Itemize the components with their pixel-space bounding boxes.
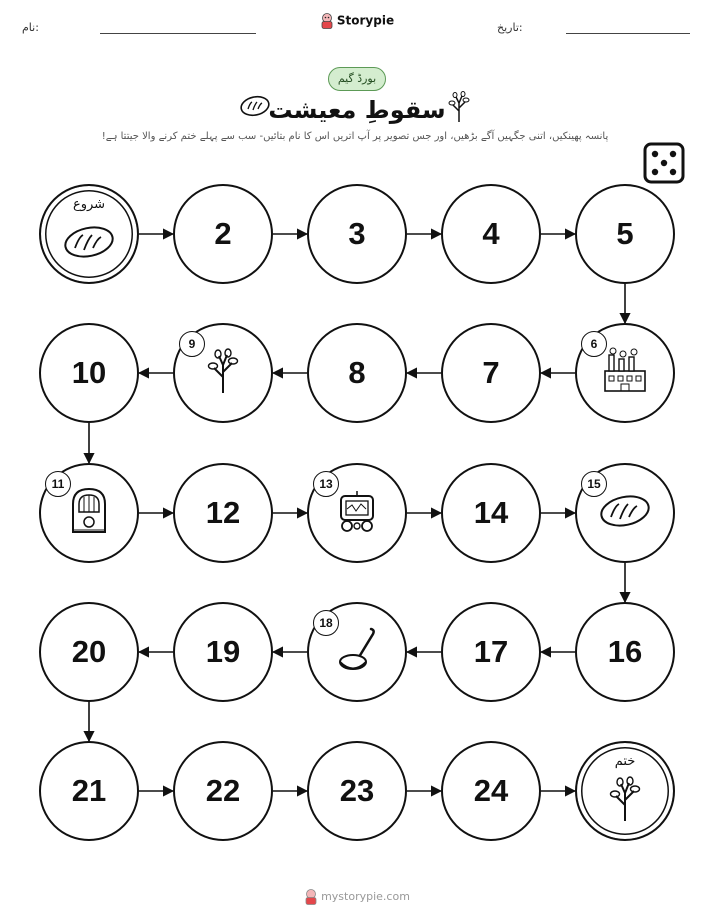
space-number: 12 xyxy=(205,495,241,530)
space-number: 19 xyxy=(205,634,241,669)
space-number: 6 xyxy=(581,331,607,357)
footer-url: mystorypie.com xyxy=(321,890,410,903)
board-space xyxy=(39,463,139,563)
bread-icon xyxy=(598,492,652,534)
board-space xyxy=(575,184,675,284)
space-number: 23 xyxy=(339,773,375,808)
ladle-icon xyxy=(335,625,379,679)
space-number: 7 xyxy=(482,355,500,390)
space-number: 17 xyxy=(473,634,509,669)
space-number: 15 xyxy=(581,471,607,497)
footer xyxy=(0,889,714,905)
space-number: 10 xyxy=(71,355,107,390)
board-space xyxy=(307,463,407,563)
brand-name: Storypie xyxy=(336,13,395,28)
start-label: شروع xyxy=(72,197,106,212)
board-space xyxy=(575,602,675,702)
board-space xyxy=(39,741,139,841)
board-space xyxy=(39,323,139,423)
space-number: 13 xyxy=(313,471,339,497)
factory-icon xyxy=(601,347,649,399)
board-game-badge: بورڈ گیم xyxy=(328,67,386,91)
radio-icon xyxy=(69,486,109,540)
finish-label: ختم xyxy=(614,754,636,769)
cart-icon xyxy=(333,489,381,537)
space-number: 2 xyxy=(214,216,232,251)
board-space xyxy=(441,463,541,563)
space-number: 5 xyxy=(616,216,634,251)
space-number: 9 xyxy=(179,331,205,357)
space-number: 4 xyxy=(482,216,500,251)
space-number: 20 xyxy=(71,634,107,669)
space-number: 21 xyxy=(71,773,107,808)
board-space xyxy=(173,463,273,563)
start-space xyxy=(39,184,139,284)
page-title: سقوطِ معیشت xyxy=(268,96,446,124)
name-label: نام: xyxy=(22,21,39,34)
board-space xyxy=(307,602,407,702)
board-space xyxy=(173,323,273,423)
board-space xyxy=(173,184,273,284)
board-space xyxy=(173,741,273,841)
board-space xyxy=(39,602,139,702)
space-number: 24 xyxy=(473,773,509,808)
finish-space xyxy=(575,741,675,841)
space-number: 22 xyxy=(205,773,241,808)
bread-icon xyxy=(62,223,116,265)
board-space xyxy=(575,323,675,423)
board-space xyxy=(307,741,407,841)
date-label: تاریخ: xyxy=(497,21,523,34)
board-space xyxy=(441,184,541,284)
pig-icon xyxy=(304,889,318,905)
board-space xyxy=(441,602,541,702)
board-space xyxy=(307,184,407,284)
board-space xyxy=(441,323,541,423)
board-space xyxy=(173,602,273,702)
board-space xyxy=(441,741,541,841)
space-number: 11 xyxy=(45,471,71,497)
space-number: 18 xyxy=(313,610,339,636)
space-number: 16 xyxy=(607,634,643,669)
space-number: 3 xyxy=(348,216,366,251)
board-space xyxy=(307,323,407,423)
space-number: 8 xyxy=(348,355,366,390)
sapling-icon xyxy=(206,347,240,399)
space-number: 14 xyxy=(473,495,509,530)
sapling-icon xyxy=(608,775,642,827)
board-space xyxy=(575,463,675,563)
instructions: پانسہ پھینکیں، اتنی جگہیں آگے بڑھیں، اور جس تصویر پر آپ اتریں اس کا نام بتائیں- سب سے پہلے ختم کرنے والا جیتتا ہے! xyxy=(101,131,609,142)
